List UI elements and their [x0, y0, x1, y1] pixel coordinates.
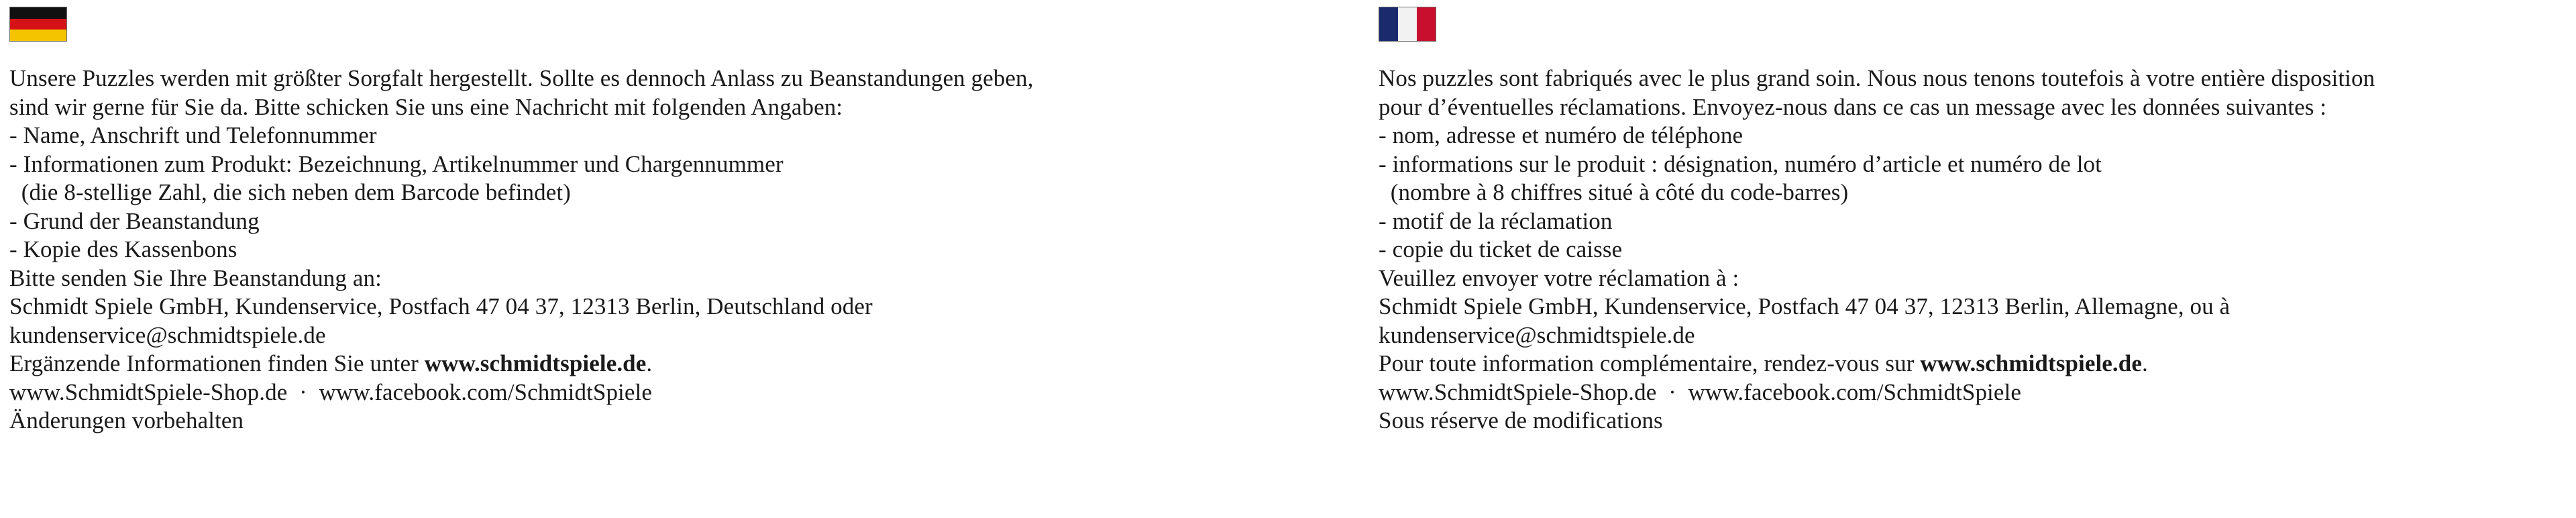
email-line: kundenservice@schmidtspiele.de: [1379, 321, 1695, 348]
text-line: (nombre à 8 chiffres situé à côté du code-barres): [1379, 179, 1849, 205]
links-line: www.SchmidtSpiele-Shop.de · www.facebook.com/SchmidtSpiele: [9, 378, 652, 405]
supplement-line: [9, 350, 1271, 378]
text-line: Schmidt Spiele GmbH, Kundenservice, Postfach 47 04 37, 12313 Berlin, Deutschland oder: [9, 293, 873, 319]
text-line: sind wir gerne für Sie da. Bitte schicken Sie uns eine Nachricht mit folgenden Angaben:: [9, 93, 843, 120]
text-line: - copie du ticket de caisse: [1379, 236, 1623, 262]
supplement-line: [1379, 350, 2559, 378]
website-bold: www.schmidtspiele.de: [424, 350, 647, 376]
text-line: - Kopie des Kassenbons: [9, 236, 237, 262]
text-line: - informations sur le produit : désignation, numéro d’article et numéro de lot: [1379, 150, 2102, 177]
text-line: - Informationen zum Produkt: Bezeichnung, Artikelnummer und Chargennummer: [9, 150, 784, 177]
supplement-prefix: Pour toute information complémentaire, rendez-vous sur: [1379, 350, 1921, 376]
text-line: (die 8-stellige Zahl, die sich neben dem Barcode befindet): [9, 179, 571, 205]
links-line: www.SchmidtSpiele-Shop.de · www.facebook.com/SchmidtSpiele: [1379, 378, 2021, 405]
french-text-block: [1379, 64, 2559, 435]
french-section: [1379, 0, 2559, 435]
footer-line: Änderungen vorbehalten: [9, 407, 244, 433]
flag-germany-icon: [9, 7, 67, 42]
german-section: [9, 0, 1271, 435]
german-text-block: [9, 64, 1271, 435]
text-line: - nom, adresse et numéro de téléphone: [1379, 122, 1743, 148]
supplement-suffix: .: [646, 350, 653, 376]
text-line: Bitte senden Sie Ihre Beanstandung an:: [9, 264, 382, 291]
text-line: - motif de la réclamation: [1379, 207, 1613, 234]
email-line: kundenservice@schmidtspiele.de: [9, 321, 326, 348]
footer-line: Sous réserve de modifications: [1379, 407, 1663, 433]
text-line: Schmidt Spiele GmbH, Kundenservice, Postfach 47 04 37, 12313 Berlin, Allemagne, ou à: [1379, 293, 2231, 319]
text-line: - Grund der Beanstandung: [9, 207, 260, 234]
website-bold: www.schmidtspiele.de: [1920, 350, 2142, 376]
supplement-suffix: .: [2141, 350, 2148, 376]
text-line: pour d’éventuelles réclamations. Envoyez-nous dans ce cas un message avec les données suivantes :: [1379, 93, 2327, 120]
text-line: - Name, Anschrift und Telefonnummer: [9, 122, 377, 148]
flag-france-icon: [1379, 7, 1436, 42]
text-line: Veuillez envoyer votre réclamation à :: [1379, 264, 1739, 291]
text-line: Nos puzzles sont fabriqués avec le plus grand soin. Nous nous tenons toutefois à votre entière disposition: [1379, 65, 2375, 91]
text-line: Unsere Puzzles werden mit größter Sorgfalt hergestellt. Sollte es dennoch Anlass zu Beanstandungen geben,: [9, 65, 1034, 91]
supplement-prefix: Ergänzende Informationen finden Sie unter: [9, 350, 425, 376]
